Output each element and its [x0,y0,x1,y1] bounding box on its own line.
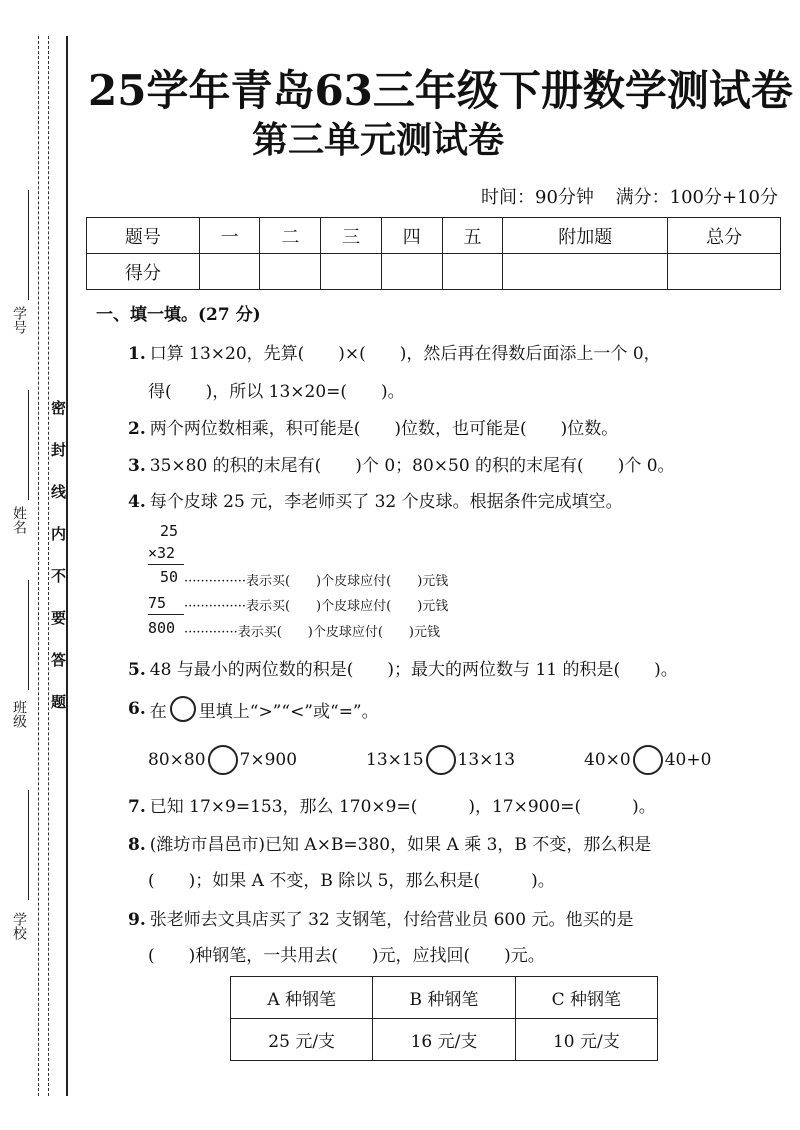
question-text: 口算 13×20，先算( )×( )，然后再在得数后面添上一个 0， [149,344,661,364]
compare-item [148,745,297,775]
compare-answer-circle[interactable] [633,745,663,775]
question-number: 6. [128,699,146,719]
pen-type-row [231,977,658,1019]
question-1 [128,339,661,364]
score-cell: 四 [381,218,442,254]
pen-price-row [231,1019,658,1061]
section-heading: 一、填一填。(27 分) [96,305,261,325]
score-cell: 题号 [87,218,200,254]
question-text: 每个皮球 25 元，李老师买了 32 个皮球。根据条件完成填空。 [149,492,623,512]
question-text: 已知 17×9=153，那么 170×9=( )，17×900=( )。 [149,797,656,817]
class-underline [28,580,29,690]
pen-price-cell: 16 元/支 [373,1019,515,1061]
calc-partial-2: 75 [148,594,167,612]
seal-line-text: 密封线内不要答题 [49,400,67,736]
full-score: 满分：100分+10分 [615,187,778,208]
compare-item [366,745,515,775]
question-number: 9. [128,910,146,930]
class-label: 班级 [11,700,27,728]
circle-icon [170,696,196,722]
compare-answer-circle[interactable] [208,745,238,775]
school-underline [28,790,29,900]
question-9-cont: ( )种钢笔，一共用去( )元，应找回( )元。 [148,946,545,966]
score-table-score-row [87,254,781,290]
score-cell: 五 [442,218,503,254]
pen-price-table [230,976,658,1061]
question-text: 两个两位数相乘，积可能是( )位数，也可能是( )位数。 [149,419,619,439]
score-input-cell[interactable] [503,254,668,290]
question-8 [128,830,651,855]
score-cell: 三 [321,218,382,254]
compare-left: 80×80 [148,750,206,770]
question-5 [128,655,678,680]
question-text: 里填上“>”“<”或“=”。 [198,701,379,722]
name-underline [28,390,29,500]
question-4 [128,487,623,512]
calc-multiplier: ×32 [148,544,176,562]
score-input-cell[interactable] [668,254,781,290]
compare-answer-circle[interactable] [426,745,456,775]
calc-rule [148,614,184,615]
compare-left: 40×0 [584,750,631,770]
pen-type-cell: A 种钢笔 [231,977,373,1019]
question-text: 48 与最小的两位数的积是( )；最大的两位数与 11 的积是( )。 [149,660,678,680]
compare-item [584,745,711,775]
score-table-header-row [87,218,781,254]
score-input-cell[interactable] [381,254,442,290]
question-text: (潍坊市昌邑市)已知 A×B=380，如果 A 乘 3，B 不变，那么积是 [149,835,652,855]
pen-type-cell: B 种钢笔 [373,977,515,1019]
question-8-cont: ( )；如果 A 不变，B 除以 5，那么积是( )。 [148,871,555,891]
question-text: 在 [149,701,167,722]
question-number: 5. [128,660,146,680]
calc-partial-1: 50 [160,568,179,586]
compare-right: 13×13 [457,750,516,770]
question-3 [128,451,675,476]
calc-product: 800 [148,619,176,637]
score-cell: 得分 [87,254,200,290]
question-number: 7. [128,797,146,817]
calc-explanation-2: ···············表示买( )个皮球应付( )元钱 [184,599,449,614]
calc-explanation-3: ·············表示买( )个皮球应付( )元钱 [184,625,441,640]
question-number: 2. [128,419,146,439]
question-number: 8. [128,835,146,855]
question-number: 1. [128,344,146,364]
score-cell: 总分 [668,218,781,254]
time-limit: 时间：90分钟 [481,187,594,208]
score-input-cell[interactable] [321,254,382,290]
id-underline [28,190,29,300]
page-title: 25学年青岛63三年级下册数学测试卷 [88,66,793,115]
calc-multiplicand: 25 [160,522,179,540]
calc-explanation-1: ···············表示买( )个皮球应付( )元钱 [184,574,449,589]
question-number: 3. [128,456,146,476]
question-6 [128,696,379,722]
pen-price-cell: 25 元/支 [231,1019,373,1061]
compare-right: 7×900 [239,750,298,770]
student-id-label: 学号 [11,306,27,334]
compare-right: 40+0 [664,750,712,770]
school-label: 学校 [11,912,27,940]
question-1-cont: 得( )，所以 13×20=( )。 [148,382,405,402]
score-cell: 二 [260,218,321,254]
question-text: 35×80 的积的末尾有( )个 0；80×50 的积的末尾有( )个 0。 [149,456,675,476]
score-table [86,217,781,290]
calc-rule [148,564,184,565]
pen-type-cell: C 种钢笔 [515,977,657,1019]
question-number: 4. [128,492,146,512]
score-input-cell[interactable] [442,254,503,290]
page-subtitle: 第三单元测试卷 [251,119,504,161]
score-cell: 一 [199,218,260,254]
score-input-cell[interactable] [199,254,260,290]
score-cell: 附加题 [503,218,668,254]
question-7 [128,792,656,817]
question-text: 张老师去文具店买了 32 支钢笔，付给营业员 600 元。他买的是 [149,910,634,930]
question-2 [128,414,618,439]
score-input-cell[interactable] [260,254,321,290]
question-9 [128,905,633,930]
student-name-label: 姓名 [11,506,27,534]
exam-meta [481,183,778,209]
pen-price-cell: 10 元/支 [515,1019,657,1061]
compare-left: 13×15 [366,750,424,770]
